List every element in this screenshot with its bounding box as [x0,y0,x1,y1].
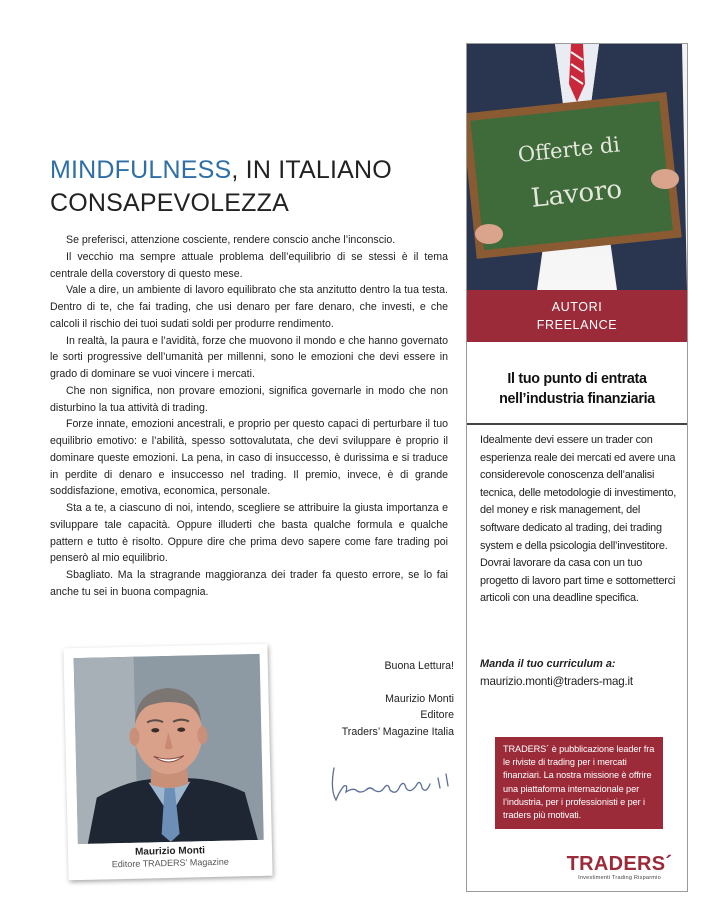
traders-logo [557,853,682,881]
body-paragraph: In realtà, la paura e l’avidità, forze che muovono il mondo e che hanno governato le sorti progressive dell’umanità per millenni, sono le emozioni che devi essere in grado di dominare se vuoi vincere i mercati. [50,334,448,380]
sign-off-name: Maurizio Monti [385,692,454,705]
body-paragraph: Sbagliato. Ma la stragrande maggioranza dei trader fa questo errore, se lo fai anche tu sei in buona compagnia. [50,569,448,598]
article-title-rest: , IN ITALIANO [231,156,392,184]
chalkboard-illustration [467,44,687,290]
article-title [50,154,430,220]
freelance-authors-ad [466,43,688,892]
traders-logo-text: TRADERS´ [566,853,673,875]
ad-photo [467,44,687,290]
sign-off-publication: Traders’ Magazine Italia [341,725,454,738]
sign-off [342,658,454,740]
ad-banner [467,290,687,342]
article-body [50,232,448,601]
ad-body: Idealmente devi essere un trader con esperienza reale dei mercati ed avere una considerevole conoscenza dell’analisi tecnica, delle metodologie di investimento, del money e risk management, del software dedicato al trading, dei trading system e della psicologia dell’investitore. Dovrai lavorare da casa con un tuo progetto di lavoro part time e sottometterci articoli con una deadline specifica. [480,434,677,605]
body-paragraph: Che non significa, non provare emozioni, significa governarle in modo che non disturbino la tua attività di trading. [50,384,448,414]
ad-headline-line1: Il tuo punto di entrata [507,371,647,387]
ad-banner-line1: AUTORI [551,300,603,314]
body-paragraph: Vale a dire, un ambiente di lavoro equilibrato che sta anzitutto dentro la tua testa. Dentro di te, che fai trading, che usi denaro per fare denaro, che investi, e che calcoli il rischio dei tuoi sudati soldi per produrre rendimento. [50,284,448,330]
body-paragraph: Sta a te, a ciascuno di noi, intendo, scegliere se attribuire la giusta importanza e sviluppare tale capacità. Oppure illuderti che basta qualche formula e qualche pattern e tutto è risolto. Oppure dire che prima devo sapere come fare trading poi penserò al mio equilibrio. [50,502,448,565]
chalkboard-line1: Offerte di [516,132,622,167]
handwritten-signature [326,760,466,810]
body-paragraph: Il vecchio ma sempre attuale problema dell’equilibrio di se stessi è il tema centrale della coverstory di questo mese. [50,250,448,280]
sign-off-title: Editore [420,709,454,721]
chalkboard-line2: Lavoro [529,174,624,214]
ad-headline [479,369,675,409]
ad-banner-line2: FREELANCE [536,318,618,332]
photo-caption-role: Editore TRADERS’ Magazine [111,856,229,870]
editor-photo-card [63,644,272,881]
ad-cv-label: Manda il tuo curriculum a: [480,658,616,670]
ad-about-box: TRADERS´ è pubblicazione leader fra le riviste di trading per i mercati finanziari. La nostra missione è offrire una piattaforma internazionale per l’industria, per i professionisti e per i traders più motivati. [495,737,663,829]
body-paragraph: Se preferisci, attenzione cosciente, rendere conscio anche l’inconscio. [66,234,396,246]
ad-divider [467,423,687,425]
editor-portrait [74,654,264,844]
ad-headline-line2: nell’industria finanziaria [499,391,655,407]
sign-off-greeting: Buona Lettura! [384,660,454,672]
photo-caption-name: Maurizio Monti [134,845,206,858]
traders-logo-tagline: Investimenti Trading Risparmio [578,875,661,881]
article-title-line2: CONSAPEVOLEZZA [50,189,289,217]
body-paragraph: Forze innate, emozioni ancestrali, e proprio per questo capaci di perturbare il tuo equilibrio emotivo: e l’abilità, spesso sottovalutata, che devi sviluppare è proprio il dominare queste emozioni. La pena, in caso di insuccesso, è durissima e si traduce in perdite di denaro e insuccesso nel trading. Il premio, invece, è di grande soddisfazione, emotiva, economica, personale. [50,418,448,498]
ad-email-link[interactable]: maurizio.monti@traders-mag.it [480,675,633,688]
photo-caption [68,844,272,871]
article-title-accent: MINDFULNESS [50,156,232,184]
editor-portrait-illustration [74,654,264,844]
